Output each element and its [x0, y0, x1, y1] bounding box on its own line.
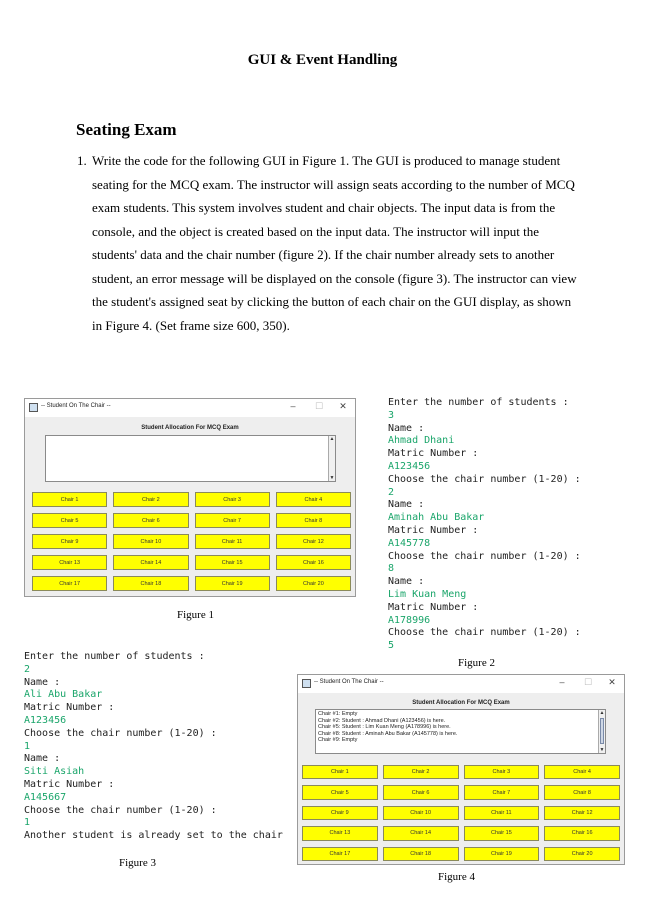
chair-4-button[interactable]: Chair 4	[544, 765, 620, 779]
figure1-caption: Figure 1	[177, 609, 214, 621]
console-output-line: Matric Number :	[388, 601, 479, 613]
console-output-line: Choose the chair number (1-20) :	[388, 473, 581, 485]
console-output-line: Name :	[388, 499, 425, 511]
figure1-allocation-label: Student Allocation For MCQ Exam	[141, 425, 239, 431]
textarea-line: Chair #8: Student : Aminah Abu Bakar (A145778) is here.	[318, 730, 458, 737]
figure4-window	[297, 674, 625, 865]
chair-10-button[interactable]: Chair 10	[383, 806, 459, 820]
console-output-line: Matric Number :	[24, 778, 115, 790]
chair-9-button[interactable]: Chair 9	[32, 534, 107, 549]
scroll-up-icon[interactable]: ▲	[599, 710, 605, 716]
console-input-line: Ali Abu Bakar	[24, 689, 103, 701]
figure4-textarea[interactable]	[315, 709, 606, 754]
console-input-line: A178996	[388, 614, 431, 626]
chair-15-button[interactable]: Chair 15	[464, 826, 540, 840]
chair-16-button[interactable]: Chair 16	[276, 555, 351, 570]
scrollbar-thumb[interactable]	[600, 718, 604, 744]
question-line: the student's assigned seat by clicking the button of each chair on the GUI display, as shown	[92, 294, 572, 309]
console-input-line: 3	[388, 409, 395, 421]
console-output-line: Matric Number :	[24, 702, 115, 714]
figure1-scrollbar[interactable]	[328, 436, 335, 481]
figure1-window-title: -- Student On The Chair --	[41, 403, 111, 409]
chair-8-button[interactable]: Chair 8	[276, 513, 351, 528]
chair-19-button[interactable]: Chair 19	[464, 847, 540, 861]
close-icon[interactable]: ✕	[339, 401, 347, 411]
console-input-line: A145667	[24, 791, 67, 803]
question-text	[92, 149, 587, 337]
figure1-titlebar	[25, 399, 355, 417]
console-input-line: 2	[24, 663, 31, 675]
java-app-icon	[29, 403, 38, 412]
figure3-caption: Figure 3	[119, 857, 156, 869]
chair-19-button[interactable]: Chair 19	[195, 576, 270, 591]
chair-12-button[interactable]: Chair 12	[544, 806, 620, 820]
console-output-line: Choose the chair number (1-20) :	[24, 727, 217, 739]
console-output-line: Name :	[388, 422, 425, 434]
figure2-caption: Figure 2	[458, 657, 495, 669]
chair-7-button[interactable]: Chair 7	[464, 785, 540, 799]
question-line: in Figure 4. (Set frame size 600, 350).	[92, 317, 290, 333]
console-input-line: Aminah Abu Bakar	[388, 512, 485, 524]
chair-8-button[interactable]: Chair 8	[544, 785, 620, 799]
console-input-line: 1	[24, 740, 31, 752]
chair-9-button[interactable]: Chair 9	[302, 806, 378, 820]
figure4-caption: Figure 4	[438, 871, 475, 883]
question-line: Write the code for the following GUI in Figure 1. The GUI is produced to manage student	[92, 153, 561, 168]
console-output-line: Enter the number of students :	[24, 651, 205, 662]
textarea-line: Chair #9: Empty	[318, 737, 358, 744]
chair-6-button[interactable]: Chair 6	[383, 785, 459, 799]
maximize-icon[interactable]: ☐	[583, 677, 593, 687]
figure1-textarea[interactable]	[45, 435, 336, 482]
chair-5-button[interactable]: Chair 5	[302, 785, 378, 799]
chair-13-button[interactable]: Chair 13	[302, 826, 378, 840]
console-output-line: Name :	[388, 576, 425, 588]
chair-3-button[interactable]: Chair 3	[464, 765, 540, 779]
figure4-titlebar	[298, 675, 624, 693]
chair-10-button[interactable]: Chair 10	[113, 534, 188, 549]
chair-3-button[interactable]: Chair 3	[195, 492, 270, 507]
close-icon[interactable]: ✕	[608, 677, 616, 687]
console-output-line: Choose the chair number (1-20) :	[24, 804, 217, 816]
console-input-line: A123456	[24, 714, 67, 726]
chair-18-button[interactable]: Chair 18	[383, 847, 459, 861]
textarea-line: Chair #1: Empty	[318, 711, 358, 717]
figure1-chair-grid	[32, 492, 351, 591]
question-line: seating for the MCQ exam. The instructor will assign seats according to the number of MCQ	[92, 176, 575, 192]
chair-18-button[interactable]: Chair 18	[113, 576, 188, 591]
chair-11-button[interactable]: Chair 11	[195, 534, 270, 549]
chair-17-button[interactable]: Chair 17	[302, 847, 378, 861]
chair-2-button[interactable]: Chair 2	[113, 492, 188, 507]
console-output-line: Choose the chair number (1-20) :	[388, 627, 581, 639]
console-input-line: Siti Asiah	[24, 766, 85, 778]
chair-14-button[interactable]: Chair 14	[113, 555, 188, 570]
figure4-allocation-label: Student Allocation For MCQ Exam	[412, 700, 510, 706]
console-input-line: 8	[388, 563, 395, 575]
chair-4-button[interactable]: Chair 4	[276, 492, 351, 507]
console-output-line: Another student is already set to the chair	[24, 830, 283, 842]
chair-7-button[interactable]: Chair 7	[195, 513, 270, 528]
scroll-down-icon[interactable]: ▼	[329, 475, 335, 481]
chair-2-button[interactable]: Chair 2	[383, 765, 459, 779]
chair-20-button[interactable]: Chair 20	[276, 576, 351, 591]
console-input-line: 2	[388, 486, 395, 498]
figure4-scrollbar[interactable]	[598, 710, 605, 753]
chair-15-button[interactable]: Chair 15	[195, 555, 270, 570]
question-line: exam students. This system involves student and chair objects. The input data is from the	[92, 200, 556, 215]
maximize-icon[interactable]: ☐	[314, 401, 324, 411]
console-output-line: Matric Number :	[388, 448, 479, 460]
chair-14-button[interactable]: Chair 14	[383, 826, 459, 840]
chair-5-button[interactable]: Chair 5	[32, 513, 107, 528]
console-output-line: Name :	[24, 676, 61, 688]
console-input-line: 1	[24, 817, 31, 829]
section-title: Seating Exam	[76, 120, 177, 139]
question-line: students' data and the chair number (figure 2). If the chair number already sets to another	[92, 247, 555, 262]
console-output-line: Enter the number of students :	[388, 397, 569, 408]
textarea-line: Chair #2: Student : Ahmad Dhani (A123456) is here.	[318, 717, 446, 724]
question-number: 1.	[77, 153, 87, 168]
console-output-line: Name :	[24, 753, 61, 765]
document-title: GUI & Event Handling	[247, 52, 398, 68]
chair-11-button[interactable]: Chair 11	[464, 806, 540, 820]
figure4-window-title: -- Student On The Chair --	[314, 679, 384, 685]
console-output-line: Choose the chair number (1-20) :	[388, 550, 581, 562]
console-input-line: Lim Kuan Meng	[388, 588, 467, 600]
chair-1-button[interactable]: Chair 1	[302, 765, 378, 779]
chair-16-button[interactable]: Chair 16	[544, 826, 620, 840]
console-output-line: Matric Number :	[388, 524, 479, 536]
chair-13-button[interactable]: Chair 13	[32, 555, 107, 570]
figure2-console	[388, 397, 581, 653]
figure1-window	[24, 398, 356, 597]
chair-17-button[interactable]: Chair 17	[32, 576, 107, 591]
scroll-up-icon[interactable]: ▲	[329, 436, 335, 442]
console-input-line: Ahmad Dhani	[388, 435, 455, 447]
scroll-down-icon[interactable]: ▼	[599, 747, 605, 753]
chair-1-button[interactable]: Chair 1	[32, 492, 107, 507]
figure3-console	[24, 650, 283, 842]
chair-20-button[interactable]: Chair 20	[544, 847, 620, 861]
textarea-line: Chair #5: Student : Lim Kuan Meng (A178996) is here.	[318, 724, 451, 731]
chair-12-button[interactable]: Chair 12	[276, 534, 351, 549]
minimize-icon[interactable]: –	[290, 401, 296, 411]
minimize-icon[interactable]: –	[559, 677, 565, 687]
console-input-line: A123456	[388, 460, 431, 472]
question-line: console, and the object is created based on the input data. The instructor will input the	[92, 223, 540, 239]
question-line: student, an error message will be displayed on the console (figure 3). The instructor can view	[92, 270, 577, 286]
figure4-chair-grid	[302, 765, 620, 861]
console-input-line: A145778	[388, 537, 431, 549]
chair-6-button[interactable]: Chair 6	[113, 513, 188, 528]
console-input-line: 5	[388, 640, 395, 652]
java-app-icon	[302, 679, 311, 688]
